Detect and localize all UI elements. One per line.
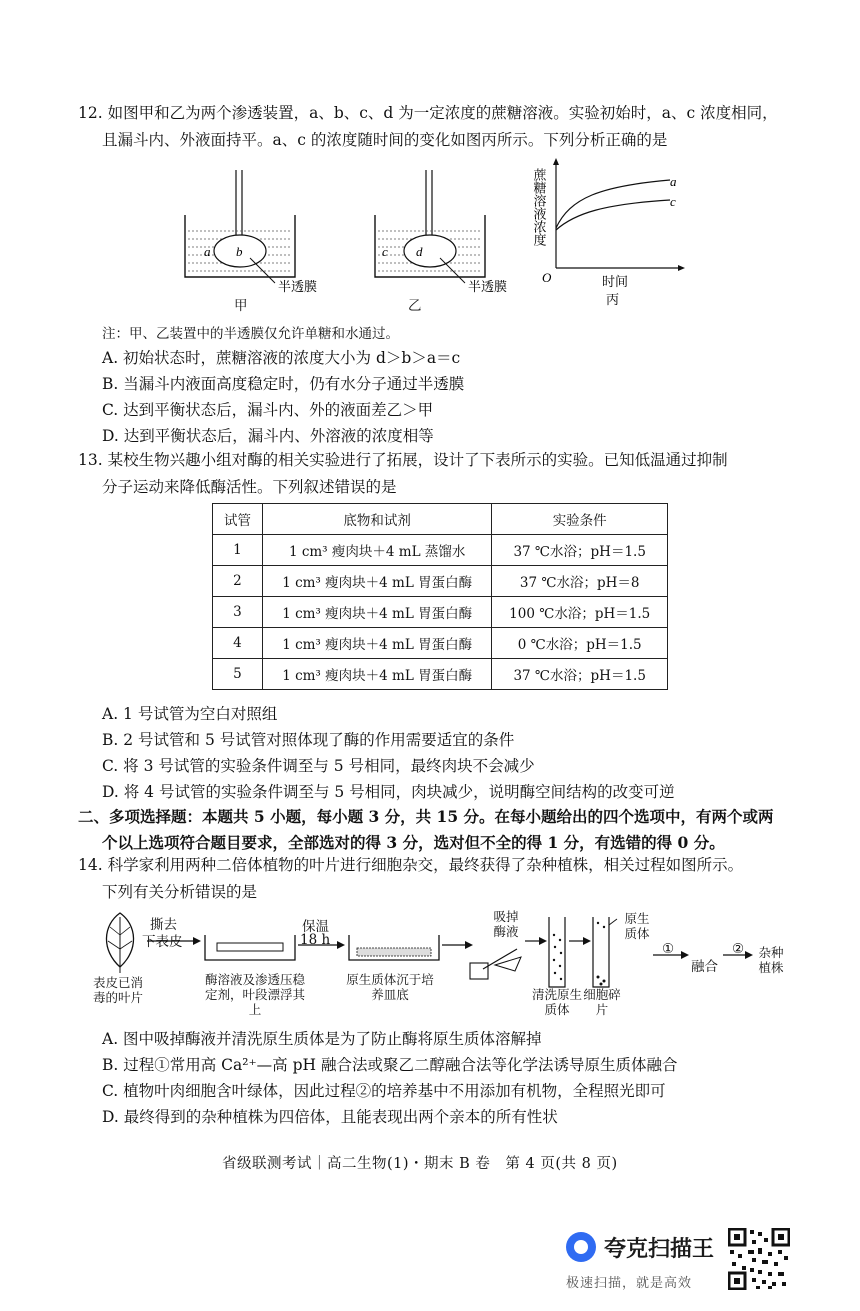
q12-option-b[interactable]: B. 当漏斗内液面高度稳定时，仍有水分子通过半透膜 xyxy=(102,375,465,393)
table-cell: 100 ℃水浴；pH＝1.5 xyxy=(492,597,668,628)
experiment-table xyxy=(212,503,668,690)
table-row xyxy=(213,659,668,690)
pipette-label: 吸掉酶液 xyxy=(493,909,519,939)
q12-option-d[interactable]: D. 达到平衡状态后，漏斗内、外溶液的浓度相等 xyxy=(102,427,434,445)
section2-heading-line2: 个以上选项符合题目要求，全部选对的得 3 分，选对但不全的得 1 分，有选错的得 0 分。 xyxy=(102,833,725,852)
curve-c xyxy=(556,200,670,230)
table-cell: 1 cm³ 瘦肉块＋4 mL 蒸馏水 xyxy=(262,535,491,566)
table-cell: 4 xyxy=(213,628,263,659)
q13-stem-line1: 13. 某校生物兴趣小组对酶的相关实验进行了拓展，设计了下表所示的实验。已知低温通过抑制 xyxy=(78,451,728,469)
page-footer: 省级联测考试｜高二生物(1)・期末 B 卷 第 4 页(共 8 页) xyxy=(222,1156,618,1172)
q14-option-d[interactable]: D. 最终得到的杂种植株为四倍体，且能表现出两个亲本的所有性状 xyxy=(102,1108,558,1126)
curve-a-label: a xyxy=(670,174,677,189)
table-header-cell: 底物和试剂 xyxy=(262,504,491,535)
q14-option-c[interactable]: C. 植物叶肉细胞含叶绿体，因此过程②的培养基中不用添加有机物，全程照光即可 xyxy=(102,1082,666,1100)
jia-membrane-label: 半透膜 xyxy=(278,280,318,295)
step2-label: ② xyxy=(732,941,745,957)
q12-option-a[interactable]: A. 初始状态时，蔗糖溶液的浓度大小为 d＞b＞a＝c xyxy=(102,349,461,367)
q12-stem-line1: 12. 如图甲和乙为两个渗透装置，a、b、c、d 为一定浓度的蔗糖溶液。实验初始时，a、c 浓度相同， xyxy=(78,104,778,122)
arrow2-bottom-label: 18 h xyxy=(300,932,331,948)
arrow1-bottom-label: 下表皮 xyxy=(142,934,183,950)
tube2-label: 原生质体 xyxy=(624,911,650,941)
table-cell: 2 xyxy=(213,566,263,597)
table-header-cell: 实验条件 xyxy=(492,504,668,535)
wash-tube xyxy=(549,917,565,987)
jia-label-b: b xyxy=(236,244,243,259)
qr-code-icon xyxy=(728,1228,790,1290)
yi-label-d: d xyxy=(416,244,423,259)
tube1-caption: 清洗原生质体 xyxy=(532,987,583,1017)
fusion-label: 融合 xyxy=(691,959,718,975)
table-cell: 37 ℃水浴；pH＝1.5 xyxy=(492,535,668,566)
leaf-icon xyxy=(106,913,133,973)
result-label: 杂种植株 xyxy=(758,945,784,975)
fig-bing-label: 丙 xyxy=(606,293,620,308)
q13-option-c[interactable]: C. 将 3 号试管的实验条件调至与 5 号相同，最终肉块不会减少 xyxy=(102,757,535,775)
q14-option-a[interactable]: A. 图中吸掉酶液并清洗原生质体是为了防止酶将原生质体溶解掉 xyxy=(102,1030,542,1048)
table-cell: 1 cm³ 瘦肉块＋4 mL 胃蛋白酶 xyxy=(262,628,491,659)
origin-label: O xyxy=(542,270,552,285)
table-row xyxy=(213,597,668,628)
leaf-caption: 表皮已消毒的叶片 xyxy=(92,975,143,1005)
table-cell: 1 cm³ 瘦肉块＋4 mL 胃蛋白酶 xyxy=(262,659,491,690)
curve-a xyxy=(556,180,670,228)
dish2-caption: 原生质体沉于培养皿底 xyxy=(346,972,434,1002)
arrow1-top-label: 撕去 xyxy=(150,917,177,933)
osmosis-device-yi xyxy=(370,165,540,295)
petri-dish-enzyme xyxy=(205,935,295,960)
scanner-brand-name: 夸克扫描王 xyxy=(604,1237,715,1262)
table-cell: 1 xyxy=(213,535,263,566)
yi-membrane-label: 半透膜 xyxy=(468,280,508,295)
arrow2-top-label: 保温 xyxy=(302,919,329,935)
step1-label: ① xyxy=(662,941,675,957)
jia-label-a: a xyxy=(204,244,211,259)
table-cell: 5 xyxy=(213,659,263,690)
bing-ylabel: 蔗糖溶液浓度 xyxy=(530,168,546,246)
pipette-icon xyxy=(470,949,521,979)
table-header-cell: 试管 xyxy=(213,504,263,535)
q12-stem-line2: 且漏斗内、外液面持平。a、c 的浓度随时间的变化如图丙所示。下列分析正确的是 xyxy=(102,131,668,149)
fig-jia-label: 甲 xyxy=(234,298,248,314)
tube2-caption: 细胞碎片 xyxy=(583,987,621,1017)
centrifuge-tube xyxy=(593,917,617,987)
table-row xyxy=(213,566,668,597)
table-cell: 0 ℃水浴；pH＝1.5 xyxy=(492,628,668,659)
q13-stem-line2: 分子运动来降低酶活性。下列叙述错误的是 xyxy=(102,478,397,496)
table-cell: 3 xyxy=(213,597,263,628)
scanner-slogan: 极速扫描，就是高效 xyxy=(566,1276,693,1291)
q14-option-b[interactable]: B. 过程①常用高 Ca²⁺—高 pH 融合法或聚乙二醇融合法等化学法诱导原生质体融合 xyxy=(102,1056,678,1074)
table-header-row xyxy=(213,504,668,535)
q13-option-a[interactable]: A. 1 号试管为空白对照组 xyxy=(102,705,278,723)
fig-yi-label: 乙 xyxy=(408,298,422,314)
table-cell: 1 cm³ 瘦肉块＋4 mL 胃蛋白酶 xyxy=(262,597,491,628)
q14-stem-line1: 14. 科学家利用两种二倍体植物的叶片进行细胞杂交，最终获得了杂种植株，相关过程如图所示。 xyxy=(78,856,744,874)
q13-option-b[interactable]: B. 2 号试管和 5 号试管对照体现了酶的作用需要适宜的条件 xyxy=(102,731,515,749)
concentration-graph-bing xyxy=(530,158,710,308)
q14-stem-line2: 下列有关分析错误的是 xyxy=(102,883,258,901)
curve-c-label: c xyxy=(670,194,676,209)
table-cell: 37 ℃水浴；pH＝1.5 xyxy=(492,659,668,690)
yi-label-c: c xyxy=(382,244,388,259)
dish1-caption: 酶溶液及渗透压稳定剂，叶段漂浮其上 xyxy=(204,972,305,1017)
petri-dish-protoplasts xyxy=(349,935,439,960)
table-cell: 37 ℃水浴；pH＝8 xyxy=(492,566,668,597)
scanner-logo-icon xyxy=(566,1232,596,1262)
table-cell: 1 cm³ 瘦肉块＋4 mL 胃蛋白酶 xyxy=(262,566,491,597)
bing-xlabel: 时间 xyxy=(602,275,629,290)
table-row xyxy=(213,628,668,659)
section2-heading-line1: 二、多项选择题：本题共 5 小题，每小题 3 分，共 15 分。在每小题给出的四个选项中，有两个或两 xyxy=(78,807,774,826)
osmosis-device-jia xyxy=(180,165,350,295)
q12-note: 注：甲、乙装置中的半透膜仅允许单糖和水通过。 xyxy=(102,326,399,342)
q12-option-c[interactable]: C. 达到平衡状态后，漏斗内、外的液面差乙＞甲 xyxy=(102,401,434,419)
q13-option-d[interactable]: D. 将 4 号试管的实验条件调至与 5 号相同，肉块减少，说明酶空间结构的改变可逆 xyxy=(102,783,675,801)
table-row xyxy=(213,535,668,566)
